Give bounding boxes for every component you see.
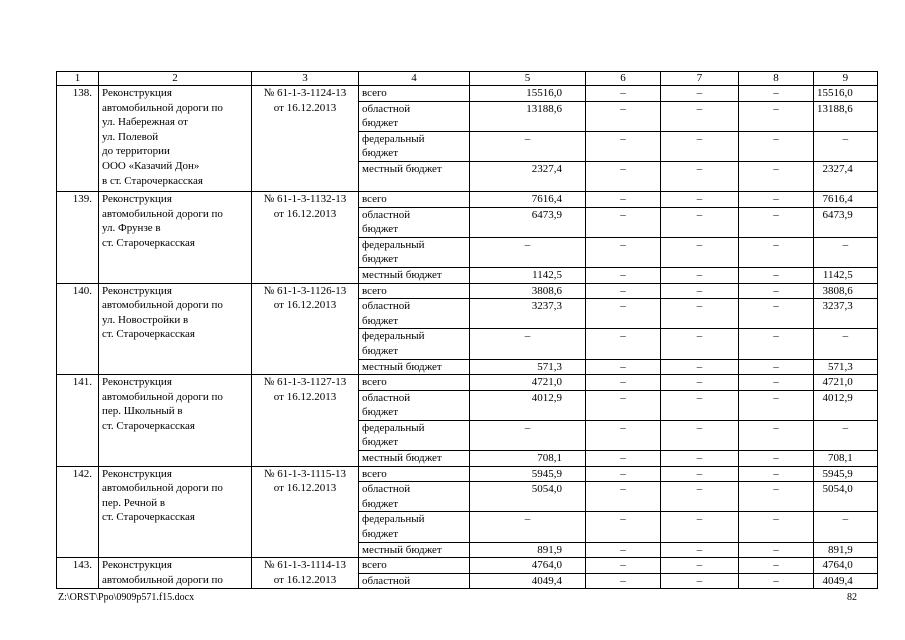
value-cell-c5: 891,9 [470, 542, 586, 558]
value-cell-c8: – [739, 283, 814, 299]
funding-source-line: федеральный [362, 330, 425, 343]
column-number: 3 [252, 72, 359, 86]
project-name-line: ст. Старочеркасская [102, 328, 195, 341]
value-cell-c8: – [739, 329, 814, 359]
funding-source-cell [359, 359, 470, 375]
funding-source-cell [359, 466, 470, 482]
value-cell-c5: 4049,4 [470, 573, 586, 589]
value-cell-c8: – [739, 207, 814, 237]
table-row [57, 558, 878, 574]
value-cell-c7: – [661, 191, 739, 207]
value-cell-c7: – [661, 558, 739, 574]
value-cell-c5: 6473,9 [470, 207, 586, 237]
project-name-cell [99, 86, 252, 192]
value-cell-c8: – [739, 482, 814, 512]
value-cell-c7: – [661, 375, 739, 391]
value-cell-c6: – [586, 329, 661, 359]
document-cell [252, 466, 359, 558]
value-cell-c6: – [586, 359, 661, 375]
value-cell-c7: – [661, 207, 739, 237]
column-number: 2 [99, 72, 252, 86]
value-cell-c5: 4012,9 [470, 390, 586, 420]
value-cell-c5: 13188,6 [470, 101, 586, 131]
value-cell-c6: – [586, 573, 661, 589]
project-name-line: ул. Полевой [102, 130, 159, 143]
value-cell-c9: – [814, 131, 878, 161]
funding-source-line: всего [362, 467, 387, 480]
value-cell-c7: – [661, 86, 739, 102]
funding-source-cell [359, 420, 470, 450]
project-name-cell [99, 283, 252, 375]
project-name-line: автомобильной дороги по [102, 101, 223, 114]
project-name-line: ст. Старочеркасская [102, 419, 195, 432]
funding-source-cell [359, 542, 470, 558]
document-cell [252, 86, 359, 192]
funding-source-line: бюджет [362, 436, 398, 449]
value-cell-c5: – [470, 131, 586, 161]
value-cell-c5: 571,3 [470, 359, 586, 375]
value-cell-c5: 3808,6 [470, 283, 586, 299]
value-cell-c8: – [739, 558, 814, 574]
project-name-cell [99, 466, 252, 558]
value-cell-c5: 2327,4 [470, 161, 586, 191]
entry-number-cell [57, 283, 99, 375]
value-cell-c9: 2327,4 [814, 161, 878, 191]
value-cell-c8: – [739, 86, 814, 102]
footer-file-path: Z:\ORST\Ppo\0909p571.f15.docx [58, 592, 195, 603]
funding-source-line: всего [362, 192, 387, 205]
project-name-line: пер. Речной в [102, 496, 166, 509]
funding-source-line: бюджет [362, 117, 398, 130]
value-cell-c7: – [661, 359, 739, 375]
column-number: 7 [661, 72, 739, 86]
value-cell-c9: 4012,9 [814, 390, 878, 420]
value-cell-c5: 3237,3 [470, 299, 586, 329]
funding-source-line: бюджет [362, 406, 398, 419]
project-name-line: ООО «Казачий Дон» [102, 159, 200, 172]
project-name-line: пер. Школьный в [102, 405, 183, 418]
value-cell-c6: – [586, 482, 661, 512]
document-line: № 61-1-3-1114-13 [263, 559, 347, 572]
value-cell-c9: – [814, 512, 878, 542]
value-cell-c6: – [586, 390, 661, 420]
document-line: № 61-1-3-1127-13 [263, 376, 347, 389]
document-line: от 16.12.2013 [273, 101, 337, 114]
funding-source-cell [359, 390, 470, 420]
project-name-line: Реконструкция [102, 87, 172, 99]
value-cell-c8: – [739, 237, 814, 267]
document-cell [252, 558, 359, 589]
table-row [57, 466, 878, 482]
project-name-line: автомобильной дороги по [102, 482, 223, 495]
value-cell-c8: – [739, 359, 814, 375]
document-line: № 61-1-3-1132-13 [263, 192, 347, 205]
funding-source-line: бюджет [362, 253, 398, 266]
value-cell-c5: 5945,9 [470, 466, 586, 482]
value-cell-c6: – [586, 207, 661, 237]
table-row [57, 375, 878, 391]
project-name-cell [99, 191, 252, 283]
funding-source-cell [359, 482, 470, 512]
project-name-line: Реконструкция [102, 559, 172, 572]
value-cell-c5: 7616,4 [470, 191, 586, 207]
value-cell-c7: – [661, 573, 739, 589]
entry-number: 141. [72, 376, 92, 389]
entry-number-cell [57, 558, 99, 589]
table-body [57, 72, 878, 589]
value-cell-c9: 4764,0 [814, 558, 878, 574]
value-cell-c8: – [739, 542, 814, 558]
value-cell-c8: – [739, 161, 814, 191]
entry-number: 143. [72, 559, 92, 572]
funding-source-line: бюджет [362, 147, 398, 160]
value-cell-c6: – [586, 267, 661, 283]
project-name-line: автомобильной дороги по [102, 390, 223, 403]
funding-source-cell [359, 131, 470, 161]
project-name-line: автомобильной дороги по [102, 207, 223, 220]
value-cell-c9: – [814, 237, 878, 267]
funding-source-line: всего [362, 284, 387, 297]
value-cell-c7: – [661, 466, 739, 482]
value-cell-c8: – [739, 451, 814, 467]
project-name-line: автомобильной дороги по [102, 299, 223, 312]
funding-source-cell [359, 451, 470, 467]
funding-source-cell [359, 283, 470, 299]
document-line: от 16.12.2013 [273, 573, 337, 586]
value-cell-c5: 4721,0 [470, 375, 586, 391]
project-name-line: до территории [102, 145, 170, 158]
value-cell-c5: – [470, 420, 586, 450]
funding-source-cell [359, 299, 470, 329]
funding-source-line: всего [362, 559, 387, 572]
table-row [57, 283, 878, 299]
document-cell [252, 283, 359, 375]
column-number: 4 [359, 72, 470, 86]
value-cell-c5: 15516,0 [470, 86, 586, 102]
document-line: № 61-1-3-1115-13 [263, 467, 347, 480]
value-cell-c9: 13188,6 [814, 101, 878, 131]
project-name-line: ул. Фрунзе в [102, 222, 161, 235]
value-cell-c7: – [661, 390, 739, 420]
value-cell-c6: – [586, 86, 661, 102]
project-name-line: автомобильной дороги по [102, 573, 223, 586]
funding-source-line: областной [362, 102, 411, 115]
value-cell-c9: 6473,9 [814, 207, 878, 237]
value-cell-c5: 708,1 [470, 451, 586, 467]
funding-source-line: бюджет [362, 223, 398, 236]
column-number: 6 [586, 72, 661, 86]
document-cell [252, 191, 359, 283]
document-cell [252, 375, 359, 467]
project-name-line: ул. Набережная от [102, 116, 188, 129]
value-cell-c7: – [661, 161, 739, 191]
project-name-line: Реконструкция [102, 192, 172, 205]
funding-source-cell [359, 375, 470, 391]
column-number-row [57, 72, 878, 86]
value-cell-c7: – [661, 482, 739, 512]
value-cell-c8: – [739, 420, 814, 450]
entry-number: 138. [72, 87, 92, 99]
project-name-line: в ст. Старочеркасская [102, 174, 203, 187]
value-cell-c9: 891,9 [814, 542, 878, 558]
value-cell-c8: – [739, 299, 814, 329]
value-cell-c7: – [661, 131, 739, 161]
funding-source-line: бюджет [362, 314, 398, 327]
value-cell-c6: – [586, 420, 661, 450]
value-cell-c8: – [739, 390, 814, 420]
entry-number: 142. [72, 467, 92, 480]
funding-source-cell [359, 191, 470, 207]
value-cell-c7: – [661, 420, 739, 450]
value-cell-c8: – [739, 191, 814, 207]
value-cell-c8: – [739, 131, 814, 161]
value-cell-c5: 4764,0 [470, 558, 586, 574]
project-name-line: Реконструкция [102, 376, 172, 389]
value-cell-c9: – [814, 329, 878, 359]
value-cell-c9: 4049,4 [814, 573, 878, 589]
value-cell-c5: 5054,0 [470, 482, 586, 512]
funding-source-line: федеральный [362, 421, 425, 434]
value-cell-c7: – [661, 512, 739, 542]
column-number: 9 [814, 72, 878, 86]
funding-source-line: областной [362, 574, 411, 587]
value-cell-c6: – [586, 542, 661, 558]
value-cell-c6: – [586, 558, 661, 574]
funding-source-line: всего [362, 376, 387, 389]
entry-number-cell [57, 466, 99, 558]
value-cell-c5: – [470, 237, 586, 267]
value-cell-c8: – [739, 573, 814, 589]
value-cell-c6: – [586, 101, 661, 131]
document-line: № 61-1-3-1126-13 [263, 284, 347, 297]
budget-table [56, 71, 878, 589]
value-cell-c9: 5054,0 [814, 482, 878, 512]
value-cell-c7: – [661, 451, 739, 467]
value-cell-c5: – [470, 329, 586, 359]
project-name-line: Реконструкция [102, 467, 172, 480]
funding-source-cell [359, 207, 470, 237]
value-cell-c5: – [470, 512, 586, 542]
project-name-line: ул. Новостройки в [102, 313, 189, 326]
funding-source-line: федеральный [362, 238, 425, 251]
project-name-line: Реконструкция [102, 284, 172, 297]
entry-number: 139. [72, 192, 92, 205]
value-cell-c6: – [586, 466, 661, 482]
value-cell-c9: 15516,0 [814, 86, 878, 102]
funding-source-cell [359, 101, 470, 131]
value-cell-c6: – [586, 512, 661, 542]
value-cell-c6: – [586, 375, 661, 391]
value-cell-c9: 7616,4 [814, 191, 878, 207]
project-name-cell [99, 375, 252, 467]
value-cell-c7: – [661, 101, 739, 131]
funding-source-line: местный бюджет [362, 452, 442, 465]
value-cell-c9: 4721,0 [814, 375, 878, 391]
value-cell-c9: 1142,5 [814, 267, 878, 283]
funding-source-cell [359, 558, 470, 574]
document-line: № 61-1-3-1124-13 [263, 87, 347, 99]
funding-source-cell [359, 329, 470, 359]
funding-source-cell [359, 161, 470, 191]
document-line: от 16.12.2013 [273, 482, 337, 495]
value-cell-c7: – [661, 329, 739, 359]
value-cell-c9: 571,3 [814, 359, 878, 375]
entry-number-cell [57, 191, 99, 283]
value-cell-c6: – [586, 131, 661, 161]
value-cell-c8: – [739, 375, 814, 391]
value-cell-c6: – [586, 191, 661, 207]
value-cell-c6: – [586, 299, 661, 329]
entry-number: 140. [72, 284, 92, 297]
value-cell-c9: 3237,3 [814, 299, 878, 329]
footer-page-number: 82 [847, 592, 857, 603]
value-cell-c7: – [661, 283, 739, 299]
funding-source-cell [359, 237, 470, 267]
project-name-cell [99, 558, 252, 589]
entry-number-cell [57, 375, 99, 467]
value-cell-c7: – [661, 299, 739, 329]
value-cell-c7: – [661, 237, 739, 267]
document-line: от 16.12.2013 [273, 207, 337, 220]
value-cell-c6: – [586, 283, 661, 299]
funding-source-line: областной [362, 208, 411, 221]
value-cell-c6: – [586, 161, 661, 191]
table-row [57, 191, 878, 207]
value-cell-c8: – [739, 267, 814, 283]
value-cell-c9: 5945,9 [814, 466, 878, 482]
value-cell-c8: – [739, 466, 814, 482]
value-cell-c7: – [661, 267, 739, 283]
funding-source-line: областной [362, 391, 411, 404]
value-cell-c7: – [661, 542, 739, 558]
value-cell-c6: – [586, 237, 661, 267]
value-cell-c9: – [814, 420, 878, 450]
funding-source-line: местный бюджет [362, 268, 442, 281]
funding-source-line: бюджет [362, 344, 398, 357]
funding-source-line: бюджет [362, 497, 398, 510]
funding-source-line: областной [362, 300, 411, 313]
funding-source-cell [359, 267, 470, 283]
funding-source-line: федеральный [362, 132, 425, 145]
entry-number-cell [57, 86, 99, 192]
funding-source-line: бюджет [362, 528, 398, 541]
value-cell-c9: 3808,6 [814, 283, 878, 299]
column-number: 5 [470, 72, 586, 86]
project-name-line: ст. Старочеркасская [102, 511, 195, 524]
column-number: 8 [739, 72, 814, 86]
document-line: от 16.12.2013 [273, 390, 337, 403]
document-line: от 16.12.2013 [273, 299, 337, 312]
value-cell-c6: – [586, 451, 661, 467]
funding-source-line: областной [362, 483, 411, 496]
funding-source-cell [359, 512, 470, 542]
funding-source-line: всего [362, 87, 387, 99]
funding-source-line: федеральный [362, 513, 425, 526]
project-name-line: ст. Старочеркасская [102, 236, 195, 249]
funding-source-line: местный бюджет [362, 162, 442, 175]
funding-source-cell [359, 573, 470, 589]
funding-source-line: местный бюджет [362, 543, 442, 556]
value-cell-c5: 1142,5 [470, 267, 586, 283]
value-cell-c8: – [739, 512, 814, 542]
funding-source-line: местный бюджет [362, 360, 442, 373]
table-row [57, 86, 878, 102]
value-cell-c8: – [739, 101, 814, 131]
value-cell-c9: 708,1 [814, 451, 878, 467]
funding-source-cell [359, 86, 470, 102]
column-number: 1 [57, 72, 99, 86]
